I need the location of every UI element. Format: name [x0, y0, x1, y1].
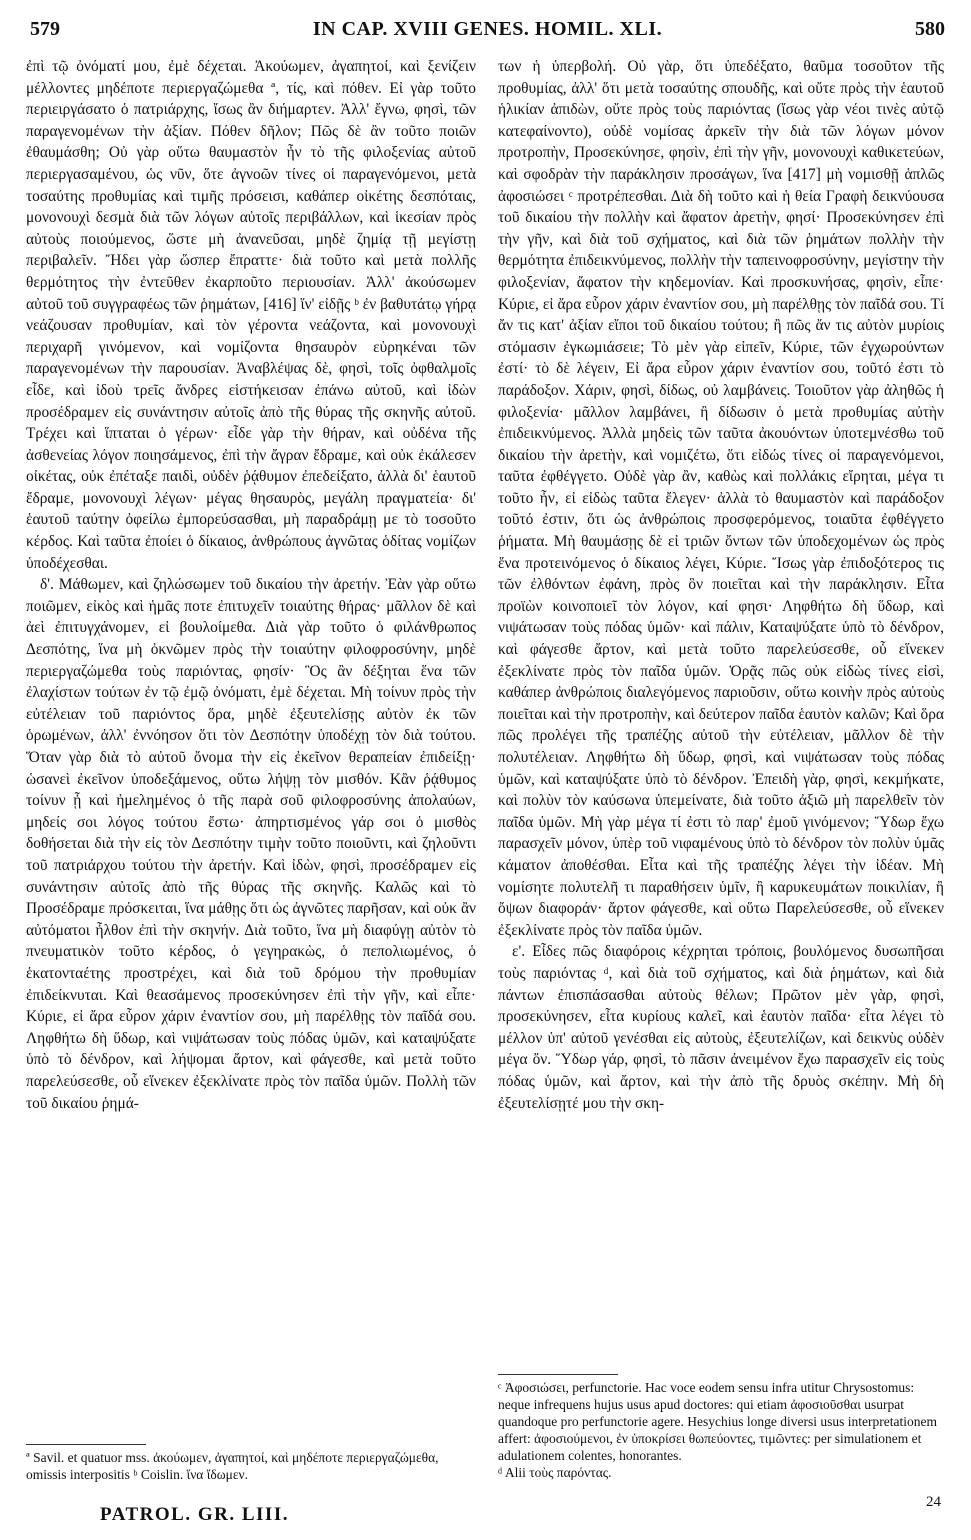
- footnote-d: ᵈ Alii τοὺς παρόντας.: [498, 1465, 612, 1480]
- page-number-left: 579: [30, 18, 60, 40]
- running-title: IN CAP. XVIII GENES. HOMIL. XLI.: [312, 18, 663, 40]
- signature-number: 24: [926, 1494, 941, 1510]
- right-paragraph-2: ε'. Εἶδες πῶς διαφόροις κέχρηται τρόποις, βουλόμενος δυσωπῆσαι τοὺς παριόντας ᵈ, καὶ διὰ τοῦ σχήματος, καὶ διὰ ῥημάτων, καὶ διὰ πάντων ἐπισπάσασθαι αὐτοὺς θέλων; Πρῶτον μὲν γὰρ, φησὶ, προσεκύνησεν, εἶτα κυρίους καλεῖ, καὶ ἑαυτὸν παῖδα· εἶτα λέγει τὸ μέλλον ὑπ' αὐτοῦ γενέσθαι εἰς αὐτοὺς, ἐξευτελίζων, καὶ δεικνὺς οὐδὲν μέγα ὄν. Ὕδωρ γάρ, φησὶ, τὸ πᾶσιν ἀνειμένον ἔχω παρασχεῖν εἰς τοὺς πόδας ὑμῶν, καὶ ἄρτον, καὶ τὴν ἀπὸ τῆς δρυὸς σκέπην. Μὴ δὴ ἐξευτελίσῃτέ μου τὴν σκη-: [498, 943, 944, 1112]
- left-paragraph-2: δ'. Μάθωμεν, καὶ ζηλώσωμεν τοῦ δικαίου τὴν ἀρετήν. Ἐὰν γὰρ οὕτω ποιῶμεν, εἰκὸς καὶ ἡμᾶς ποτε ἐπιτυχεῖν τοιαύτης θήρας· μᾶλλον δὲ καὶ ἀεὶ ἐπιτυγχάνομεν, εἰ βουλοίμεθα. Διὰ γὰρ τοῦτο ὁ φιλάνθρωπος Δεσπότης, ἵνα μὴ ὀκνῶμεν πρὸς τὴν τοιαύτην φιλοφροσύνην, μηδὲ περιεργαζώμεθα τοὺς παριόντας, φησίν· Ὃς ἂν δέξηται ἕνα τῶν ἐλαχίστων τούτων ἐν τῷ ἐμῷ ὀνόματι, ἐμὲ δέχεται. Μὴ τοίνυν πρὸς τὴν εὐτέλειαν τοῦ παριόντος ὅρα, μηδὲ ἐξευτελίσῃς αὐτὸν ἐκ τῶν ὁρωμένων, ἀλλ' ἐννόησον ὅτι τὸν Δεσπότην ὑποδέχῃ τὸν διὰ τούτου. Ὅταν γὰρ διὰ τὸ αὐτοῦ ὄνομα τὴν εἰς ἐκεῖνον θεραπείαν ἐπιδείξῃ· ὡσανεὶ ἐκεῖνον ὑποδεξάμενος, οὕτω λήψῃ τὸν μισθόν. Κἂν ῥᾴθυμος τοίνυν ᾖ καὶ ἠμελημένος ὁ τῆς παρὰ σοῦ φιλοφροσύνης ἀπολαύων, μηδείς σοι λόγος τούτου ἔστω· ἀπηρτισμένος γάρ σοι ὁ μισθὸς δοθήσεται διὰ τὴν εἰς τὸν Δεσπότην τιμὴν τοῦτο ποιοῦντι, καὶ ζηλοῦντι τοῦ πατριάρχου τούτου τὴν ἀρετήν. Καὶ ἰδὼν, φησὶ, προσέδραμεν εἰς συνάντησιν αὐτοῖς ἀπὸ τῆς θύρας τῆς σκηνῆς. Καλῶς καὶ τὸ Προσέδραμε πρόσκειται, ἵνα μάθῃς ὅτι ὡς ἀγνῶτες παρῆσαν, καὶ οὐκ ἂν αὐτόματοι ἦλθον ἐπὶ τὴν σκηνήν. Διὰ τοῦτο, ἵνα μὴ διαφύγῃ αὐτὸν τὸ πνευματικὸν τοῦτο κέρδος, ὁ γεγηρακὼς, ὁ πεπολιωμένος, ὁ ἑκατονταέτης προστρέχει, καὶ διὰ τοῦ δρόμου τὴν προθυμίαν ἐπιδείκνυται. Καὶ θεασάμενος προσεκύνησεν ἐπὶ τὴν γῆν, καὶ εἶπε· Κύριε, εἰ ἄρα εὗρον χάριν ἐναντίον σου, μὴ παρέλθῃς τὸν παῖδά σου. Ληφθήτω δὴ ὕδωρ, καὶ νιψάτωσαν τοὺς πόδας ὑμῶν, καὶ καταψύξατε ὑπὸ τὸ δένδρον, καὶ λήψομαι ἄρτον, καὶ φάγεσθε, καὶ μετὰ τοῦτο παρελεύσεσθε, οὗ εἵνεκεν ἐξεκλίνατε πρὸς τὸν παῖδα ὑμῶν. Πολλὴ τῶν τοῦ δικαίου ῥημά-: [26, 576, 476, 1112]
- left-paragraph-1: ἐπὶ τῷ ὀνόματί μου, ἐμὲ δέχεται. Ἀκούωμεν, ἀγαπητοί, καὶ ξενίζειν μέλλοντες μηδέποτε περιεργαζώμεθα ª, τίς, καὶ πόθεν. Εἰ γὰρ τοῦτο περιειργάσατο ὁ πατριάρχης, ἴσως ἂν διήμαρτεν. Ἀλλ' ἔγνω, φησὶ, τῶν παραγενομένων τὴν ἀξίαν. Πόθεν δῆλον; Πῶς δὲ ἂν τοῦτο ποιῶν ἐθαυμάσθη; Οὐ γὰρ οὕτω θαυμαστὸν ἦν τὸ τῆς φιλοξενίας αὐτοῦ περιεργασαμένου, ὡς νῦν, ὅτε ἀγνοῶν τίνες οἱ παραγενόμενοι, μετὰ τοσαύτης προθυμίας καὶ τιμῆς πρόσεισι, καθάπερ οἰκέτης δεσπόταις, μονονουχὶ δεσμὰ διὰ τῶν λόγων αὐτοῖς περιβάλλων, καὶ ἱκεσίαν πρὸς αὐτοὺς ποιούμενος, ὥστε μὴ ἀνανεῦσαι, μηδὲ ζημίᾳ τῇ μεγίστῃ περιβαλεῖν. Ἤδει γὰρ ὥσπερ ἔπραττε· διὰ τοῦτο καὶ μετὰ πολλῆς θερμότητος τὴν ἐντεῦθεν ἐκαρποῦτο περιουσίαν. Ἀλλ' ἀκούσωμεν αὐτοῦ τοῦ συγγραφέως τῶν ῥημάτων, [416] ἵν' εἰδῇς ᵇ ἐν βαθυτάτῳ γήρᾳ νεάζουσαν προθυμίαν, καὶ τὸν γέροντα νεάζοντα, καὶ μονονουχὶ περιχαρῆ γινόμενον, καὶ νομίζοντα θησαυρὸν εὑρηκέναι τῶν παραγενομένων τὴν παρουσίαν. Ἀναβλέψας δὲ, φησὶ, τοῖς ὀφθαλμοῖς εἶδε, καὶ ἰδοὺ τρεῖς ἄνδρες εἱστήκεισαν ἐπάνω αὐτοῦ, καὶ ἰδὼν προσέδραμεν εἰς συνάντησιν αὐτοῖς ἀπὸ τῆς θύρας τῆς σκηνῆς αὐτοῦ. Τρέχει καὶ ἵπταται ὁ γέρων· εἶδε γὰρ τὴν θήραν, καὶ οὐδένα τῆς ἀσθενείας λόγον ποιησάμενος, ἐπὶ τὴν ἄγραν ἔδραμε, καὶ οὐκ ἐκάλεσεν οἰκέτας, οὐκ ἐπέταξε παιδὶ, οὐδὲν ῥᾴθυμον ἐπεδείξατο, ἀλλὰ δι' ἑαυτοῦ ἔδραμε, μονονουχὶ λέγων· μέγας θησαυρὸς, μεγάλη πραγματεία· δι' ἑαυτοῦ ταύτην ὀφείλω ἐμπορεύσασθαι, μὴ παραδράμῃ με τὸ τοσοῦτο κέρδος. Καὶ ταῦτα ἐποίει ὁ δίκαιος, ἀνθρώπους ἀγνῶτας ὁδίτας νομίζων ὑποδέχεσθαι.: [26, 58, 476, 572]
- left-column: [26, 56, 476, 1114]
- footnote-rule-left: [26, 1444, 146, 1445]
- printer-signature: PATROL. GR. LIII.: [100, 1504, 289, 1525]
- footnote-rule-right: [498, 1374, 618, 1375]
- right-paragraph-1: των ἡ ὑπερβολή. Οὐ γὰρ, ὅτι ὑπεδέξατο, θαῦμα τοσοῦτον τῆς προθυμίας, ἀλλ' ὅτι μετὰ τοσαύτης σπουδῆς, καὶ οὔτε πρὸς τὴν ἑαυτοῦ ἡλικίαν ἀπιδὼν, οὔτε πρὸς τοὺς παριόντας (ἴσως γὰρ νέοι τινὲς αὐτῷ κατεφαίνοντο), οὐδὲ νομίσας ἀρκεῖν τὴν διὰ τῶν λόγων μόνον προτροπὴν, Προσεκύνησε, φησὶν, ἐπὶ τὴν γῆν, μονονουχὶ καθικετεύων, καὶ σφοδρὰν τὴν παράκλησιν προσάγων, ἵνα [417] μὴ νομισθῇ ἁπλῶς ἀφοσιώσει ᶜ προτρέπεσθαι. Διὰ δὴ τοῦτο καὶ ἡ θεία Γραφὴ δεικνύουσα τοῦ δικαίου τὴν πολλὴν καὶ ἄφατον ἀρετὴν, φησί· Προσεκύνησεν ἐπὶ τὴν γῆν, καὶ διὰ τοῦ σχήματος, καὶ διὰ τῶν ῥημάτων πολλὴν τὴν θερμότητα ἐπιδεικνύμενος, πολλὴν τὴν ταπεινοφροσύνην, μεγίστην τὴν φιλοξενίαν, ἄφατον τὴν κηδεμονίαν. Καὶ προσκυνήσας, φησὶν, εἶπε· Κύριε, εἰ ἄρα εὗρον χάριν ἐναντίον σου, μὴ παρέλθῃς τὸν παῖδά σου. Τί ἄν τις κατ' ἀξίαν εἴποι τοῦ δικαίου τούτου; ἢ πῶς ἄν τις αὐτὸν μυρίοις στόμασιν ἐγκωμιάσειε; Τὸ μὲν γὰρ εἰπεῖν, Κύριε, τῶν ἐγχωρούντων ἐστί· τὸ δὲ λέγειν, Εἰ ἄρα εὗρον χάριν ἐναντίον σου, τοῦτό ἐστι τὸ παράδοξον. Χάριν, φησὶ, δίδως, οὐ λαμβάνεις. Τοιοῦτον γὰρ ἀληθῶς ἡ φιλοξενία· μᾶλλον λαμβάνει, ἢ δίδωσιν ὁ μετὰ προθυμίας αὐτὴν ἐπιδεικνύμενος. Ἀλλὰ μηδεὶς τῶν ταῦτα ἀκουόντων ὑποτεμνέσθω τοῦ δικαίου τὴν ἀρετὴν, καὶ νομιζέτω, ὅτι εἰδώς τίνες οἱ παραγενόμενοι, ταῦτα ἐφθέγγετο. Οὐδὲ γὰρ ἂν, καθὼς καὶ πολλάκις εἴρηται, μέγα τι τοῦτο ἦν, εἰ εἰδὼς ταῦτα ἔλεγεν· ἀλλὰ τὸ θαυμαστὸν καὶ παράδοξον τοῦτό ἐστιν, ὅτι ὡς ἀνθρώποις προσφερόμενος, τοιαῦτα ἐφθέγγετο ῥήματα. Μὴ θαυμάσῃς δὲ εἰ τριῶν ὄντων τῶν ὑποδεχομένων ὡς πρὸς ἕνα προτεινόμενος ὁ δίκαιος λέγει, Κύριε. Ἴσως γὰρ ἐπιδοξότερος τις τῶν ἐλθόντων ἐφάνη, πρὸς ὃν ποιεῖται καὶ τὴν παράκλησιν. Εἶτα προϊὼν κοινοποιεῖ τὸν λόγον, καί φησι· Ληφθήτω δὴ ὕδωρ, καὶ νιψάτωσαν τοὺς πόδας ὑμῶν· καὶ πάλιν, Καταψύξατε ὑπὸ τὸ δένδρον, καὶ φάγεσθε ἄρτον, καὶ μετὰ τοῦτο παρελεύσεσθε, οὗ εἵνεκεν ἐξεκλίνατε πρὸς τὸν παῖδα ὑμῶν. Ὁρᾷς πῶς οὐκ εἰδὼς τίνες εἰσὶ, καθάπερ ἀνθρώποις διαλεγόμενος παριοῦσιν, οὕτω κοινὴν πρὸς αὐτοὺς ποιεῖται καὶ τὴν προτροπὴν, καὶ δεύτερον παῖδα ἑαυτὸν καλῶν; Καὶ ὅρα πῶς προλέγει τῆς τραπέζης αὐτοῦ τὴν εὐτέλειαν, μᾶλλον δὲ τὴν πολυτέλειαν. Ληφθήτω δὴ ὕδωρ, φησὶ, καὶ νιψάτωσαν τοὺς πόδας ὑμῶν, καὶ καταψύξατε ὑπὸ τὸ δένδρον. Ἐπειδὴ γὰρ, φησὶ, κεκμήκατε, καὶ πολὺν τὸν καύσωνα ὑπεμείνατε, διὰ τοῦτο ἀξιῶ μὴ παρελθεῖν τὸν παῖδα ὑμῶν. Μὴ γὰρ μέγα τί ἐστι τὸ παρ' ἐμοῦ γινόμενον; Ὕδωρ ἔχω παρασχεῖν μόνον, ὑπὲρ τοῦ νιφαμένους ὑπὸ τὸ δένδρον τὸν πολὺν ὑμᾶς κάματον ἀποθέσθαι. Εἶτα καὶ τῆς τραπέζης λέγει τὴν ἰδέαν. Μὴ νομίσητε πολυτελῆ τι παραθήσειν ὑμῖν, ἢ καρυκευμάτων ποικιλίαν, ἢ ὄψων διαφοράν· ἄρτον φάγεσθε, καὶ οὕτω Παρελεύσεσθε, οὗ εἵνεκεν ἐξεκλίνατε πρὸς τὸν παῖδα ὑμῶν.: [498, 58, 944, 939]
- footnotes-left: ª Savil. et quatuor mss. ἀκούωμεν, ἀγαπητοί, καὶ μηδέποτε περιεργαζώμεθα, omissis interpositis ᵇ Coislin. ἵνα ἴδωμεν.: [26, 1450, 439, 1482]
- footnote-c: ᶜ Ἀφοσιώσει, perfunctorie. Hac voce eodem sensu infra utitur Chrysostomus: neque infrequens hujus usus apud doctores: qui etiam ἀφοσιοῦσθαι usurpat quandoque pro perfunctorie agere. Hesychius longe diversi usus interpretationem affert: ἀφοσιούμενοι, ἐν ὑποκρίσει θωπεύοντες, τιμῶντες: per simulationem et adulationem colentes, honorantes.: [498, 1380, 937, 1463]
- right-column: [498, 56, 944, 1114]
- running-header: [30, 18, 945, 48]
- page-number-right: 580: [915, 18, 945, 40]
- footnotes-right: [498, 1379, 944, 1481]
